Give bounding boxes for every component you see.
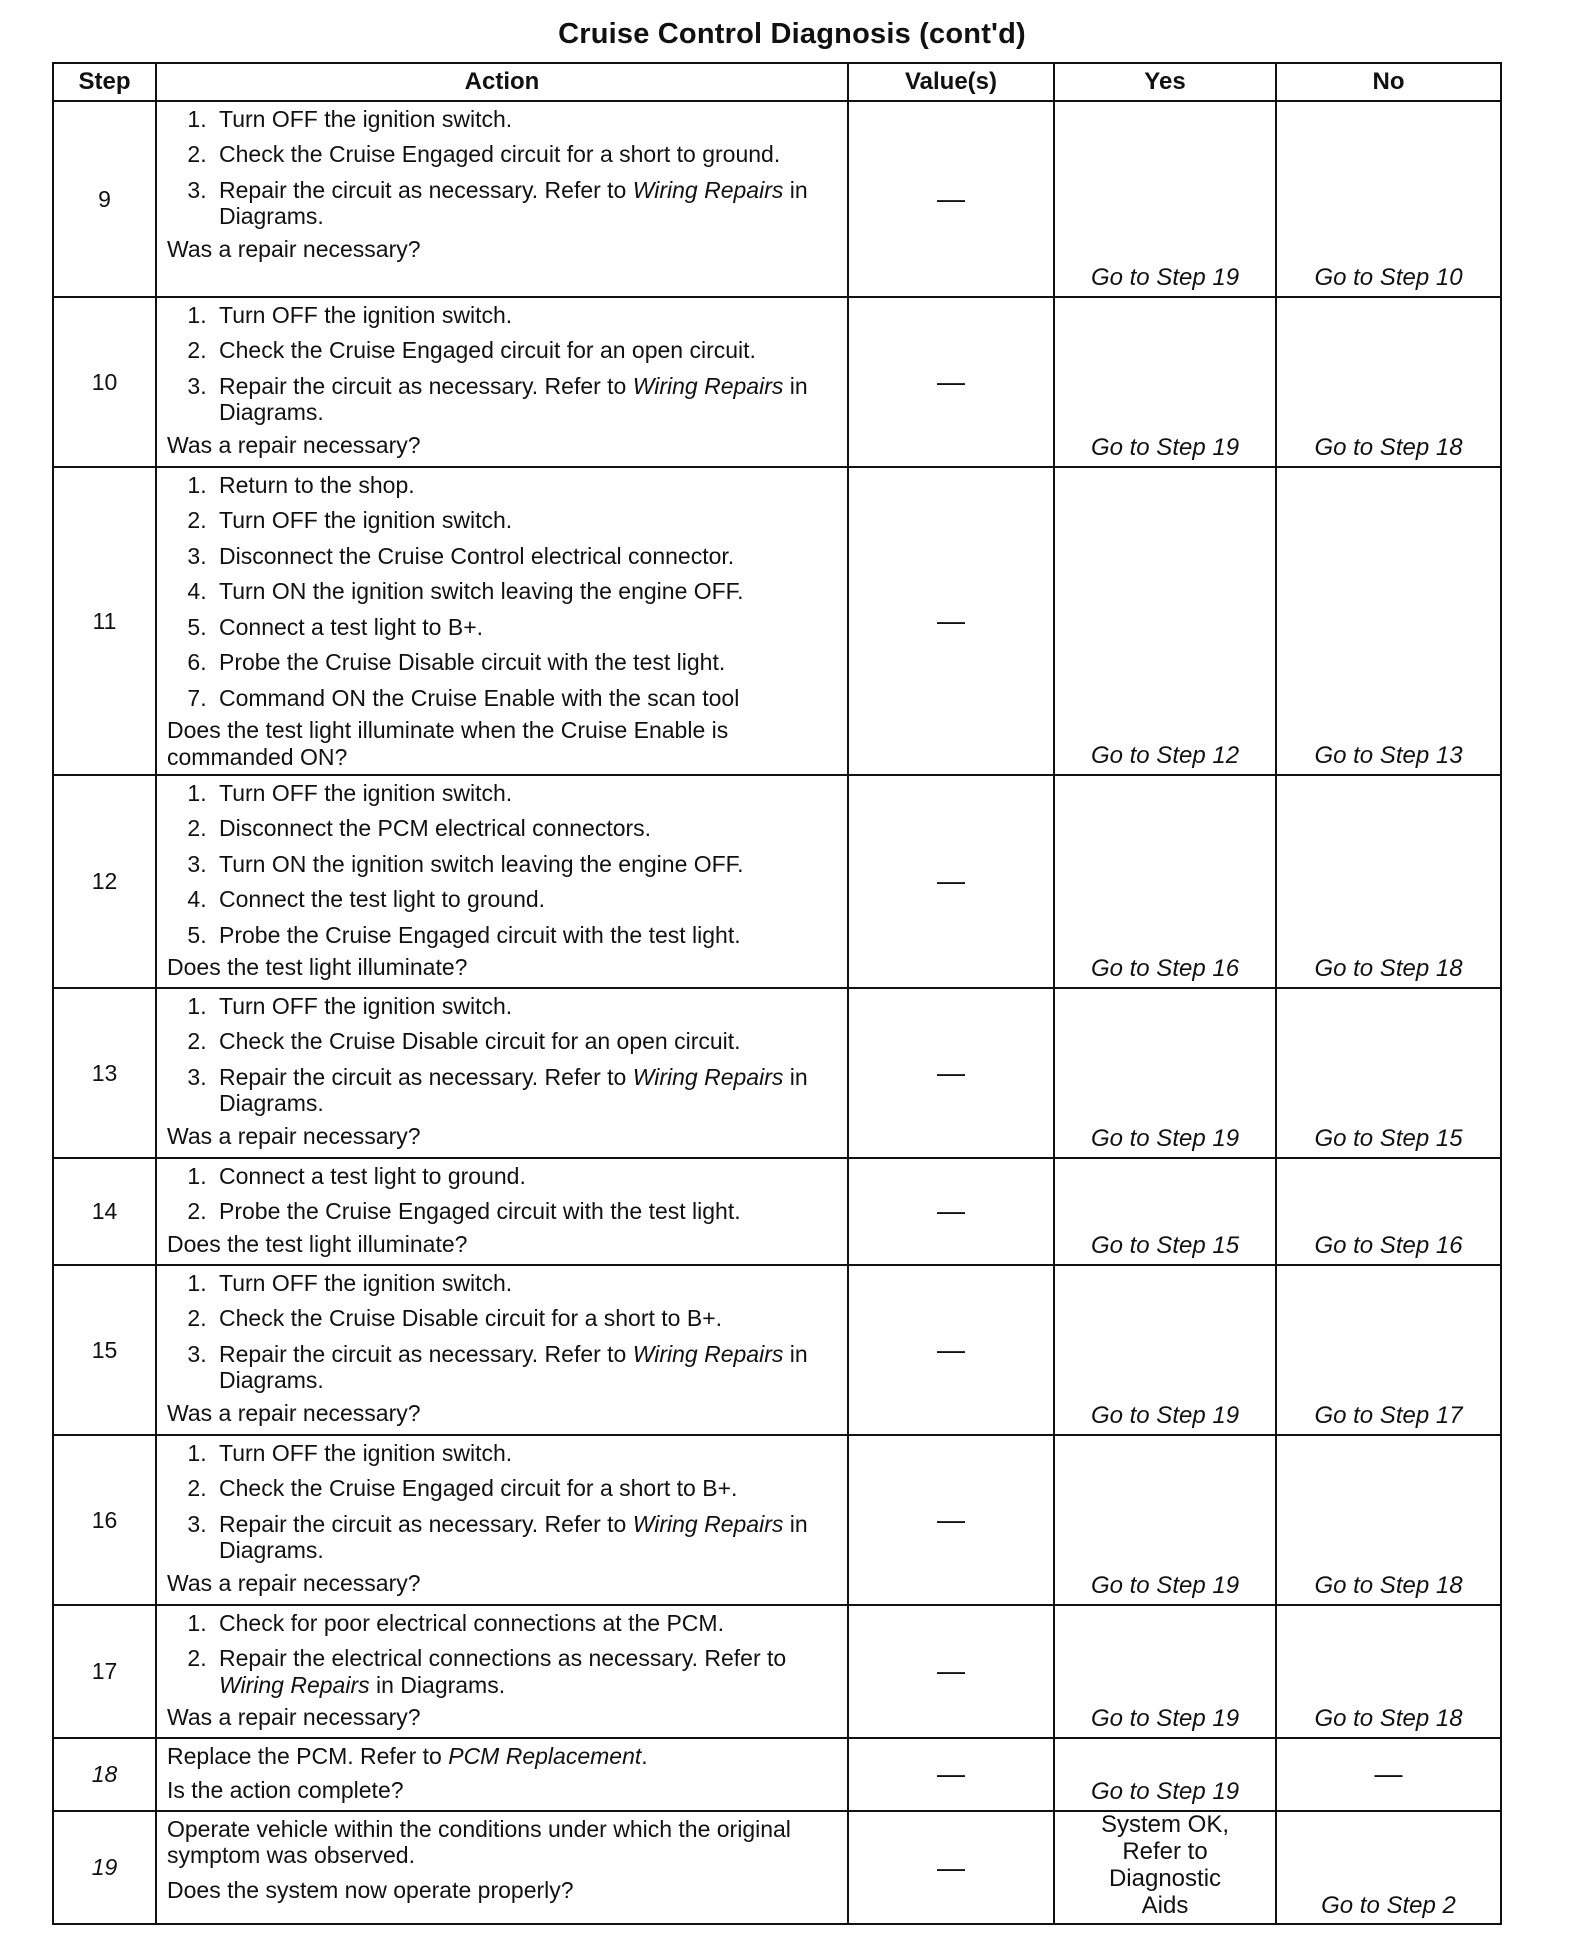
- step-number: 12: [53, 775, 156, 988]
- header-values: Value(s): [848, 63, 1054, 101]
- no-cell: —: [1276, 1738, 1501, 1811]
- no-cell: Go to Step 16: [1276, 1158, 1501, 1265]
- action-steps-list: [167, 302, 839, 426]
- yes-cell: Go to Step 19: [1054, 1265, 1276, 1435]
- action-step: 3. Repair the circuit as necessary. Refer to Wiring Repairs in Diagrams.: [213, 1341, 839, 1394]
- action-cell: [156, 1158, 848, 1265]
- yes-cell: Go to Step 19: [1054, 297, 1276, 467]
- action-step: 1. Check for poor electrical connections at the PCM.: [213, 1610, 839, 1636]
- action-step: 1. Turn OFF the ignition switch.: [213, 993, 839, 1019]
- header-step: Step: [53, 63, 156, 101]
- action-step: 2. Check the Cruise Engaged circuit for a short to B+.: [213, 1475, 839, 1501]
- table-row: [53, 1605, 1501, 1738]
- value-cell: —: [848, 775, 1054, 988]
- action-step: 3. Turn ON the ignition switch leaving the engine OFF.: [213, 851, 839, 877]
- action-step: 2. Disconnect the PCM electrical connectors.: [213, 815, 839, 841]
- action-question: Was a repair necessary?: [167, 431, 421, 458]
- header-no: No: [1276, 63, 1501, 101]
- action-cell: [156, 1435, 848, 1605]
- table-row: [53, 1811, 1501, 1925]
- action-step: 4. Connect the test light to ground.: [213, 886, 839, 912]
- header-action: Action: [156, 63, 848, 101]
- action-question: Does the test light illuminate?: [167, 1230, 468, 1257]
- no-cell: Go to Step 18: [1276, 297, 1501, 467]
- yes-cell: Go to Step 19: [1054, 988, 1276, 1158]
- action-step: 3. Repair the circuit as necessary. Refer to Wiring Repairs in Diagrams.: [213, 1064, 839, 1117]
- action-step: 7. Command ON the Cruise Enable with the scan tool: [213, 685, 839, 711]
- no-cell: Go to Step 13: [1276, 467, 1501, 775]
- yes-cell: Go to Step 19: [1054, 1435, 1276, 1605]
- action-cell: [156, 467, 848, 775]
- table-row: [53, 1158, 1501, 1265]
- diagnosis-table: [52, 62, 1502, 1925]
- action-step: 5. Probe the Cruise Engaged circuit with the test light.: [213, 922, 839, 948]
- action-step: 1. Turn OFF the ignition switch.: [213, 780, 839, 806]
- value-cell: —: [848, 1158, 1054, 1265]
- yes-cell: Go to Step 19: [1054, 101, 1276, 297]
- header-yes: Yes: [1054, 63, 1276, 101]
- action-step: 3. Repair the circuit as necessary. Refer to Wiring Repairs in Diagrams.: [213, 177, 839, 230]
- action-step: 2. Check the Cruise Disable circuit for a short to B+.: [213, 1305, 839, 1331]
- value-cell: —: [848, 1435, 1054, 1605]
- action-steps-list: [167, 1610, 839, 1698]
- action-steps-list: [167, 993, 839, 1117]
- action-question: Does the test light illuminate when the Cruise Enable is commanded ON?: [167, 717, 729, 770]
- action-step: 4. Turn ON the ignition switch leaving the engine OFF.: [213, 578, 839, 604]
- action-cell: [156, 1605, 848, 1738]
- no-cell: Go to Step 15: [1276, 988, 1501, 1158]
- action-question: Was a repair necessary?: [167, 1704, 421, 1731]
- action-step: 3. Disconnect the Cruise Control electrical connector.: [213, 543, 839, 569]
- no-cell: Go to Step 18: [1276, 775, 1501, 988]
- action-cell: [156, 775, 848, 988]
- action-steps-list: [167, 1163, 839, 1225]
- step-number: 13: [53, 988, 156, 1158]
- action-step: 1. Turn OFF the ignition switch.: [213, 1270, 839, 1296]
- action-cell: [156, 101, 848, 297]
- no-cell: Go to Step 2: [1276, 1811, 1501, 1925]
- action-question: Was a repair necessary?: [167, 1399, 421, 1426]
- value-cell: —: [848, 297, 1054, 467]
- value-cell: —: [848, 1811, 1054, 1925]
- action-steps-list: [167, 1440, 839, 1564]
- action-step: 6. Probe the Cruise Disable circuit with the test light.: [213, 649, 839, 675]
- action-question: Does the system now operate properly?: [167, 1876, 574, 1903]
- action-question: Is the action complete?: [167, 1777, 404, 1804]
- action-steps-list: [167, 780, 839, 948]
- value-cell: —: [848, 467, 1054, 775]
- action-step: 1. Turn OFF the ignition switch.: [213, 106, 839, 132]
- yes-cell: System OK, Refer to Diagnostic Aids: [1054, 1811, 1276, 1925]
- yes-cell: Go to Step 19: [1054, 1738, 1276, 1811]
- action-step: 2. Check the Cruise Engaged circuit for an open circuit.: [213, 337, 839, 363]
- step-number: 18: [53, 1738, 156, 1811]
- value-cell: —: [848, 101, 1054, 297]
- action-step: 2. Check the Cruise Disable circuit for an open circuit.: [213, 1028, 839, 1054]
- table-row: [53, 988, 1501, 1158]
- action-steps-list: [167, 472, 839, 711]
- table-row: [53, 775, 1501, 988]
- table-row: [53, 101, 1501, 297]
- value-cell: —: [848, 1605, 1054, 1738]
- header-row: [53, 63, 1501, 101]
- no-cell: Go to Step 17: [1276, 1265, 1501, 1435]
- action-question: Was a repair necessary?: [167, 235, 421, 262]
- action-step: 2. Repair the electrical connections as necessary. Refer to Wiring Repairs in Diagrams.: [213, 1645, 839, 1698]
- step-number: 14: [53, 1158, 156, 1265]
- step-number: 9: [53, 101, 156, 297]
- action-step: 2. Turn OFF the ignition switch.: [213, 507, 839, 533]
- table-row: [53, 467, 1501, 775]
- step-number: 17: [53, 1605, 156, 1738]
- no-cell: Go to Step 18: [1276, 1435, 1501, 1605]
- no-cell: Go to Step 18: [1276, 1605, 1501, 1738]
- action-step: 2. Probe the Cruise Engaged circuit with the test light.: [213, 1198, 839, 1224]
- action-question: Does the test light illuminate?: [167, 954, 468, 981]
- table-row: [53, 1435, 1501, 1605]
- action-step: 1. Return to the shop.: [213, 472, 839, 498]
- action-cell: [156, 1738, 848, 1811]
- yes-cell: Go to Step 15: [1054, 1158, 1276, 1265]
- value-cell: —: [848, 1738, 1054, 1811]
- page-title: Cruise Control Diagnosis (cont'd): [558, 18, 1026, 50]
- action-cell: [156, 1811, 848, 1925]
- action-cell: [156, 1265, 848, 1435]
- action-question: Was a repair necessary?: [167, 1122, 421, 1149]
- yes-cell: Go to Step 19: [1054, 1605, 1276, 1738]
- step-number: 11: [53, 467, 156, 775]
- yes-cell: Go to Step 12: [1054, 467, 1276, 775]
- yes-cell: Go to Step 16: [1054, 775, 1276, 988]
- action-step: 3. Repair the circuit as necessary. Refer to Wiring Repairs in Diagrams.: [213, 373, 839, 426]
- no-cell: Go to Step 10: [1276, 101, 1501, 297]
- table-row: [53, 297, 1501, 467]
- step-number: 10: [53, 297, 156, 467]
- step-number: 16: [53, 1435, 156, 1605]
- action-steps-list: [167, 106, 839, 230]
- action-step: 1. Connect a test light to ground.: [213, 1163, 839, 1189]
- action-step: 2. Check the Cruise Engaged circuit for a short to ground.: [213, 141, 839, 167]
- action-line: Operate vehicle within the conditions under which the original symptom was observed.: [167, 1815, 791, 1869]
- action-step: 3. Repair the circuit as necessary. Refer to Wiring Repairs in Diagrams.: [213, 1511, 839, 1564]
- action-steps-list: [167, 1270, 839, 1394]
- action-step: 1. Turn OFF the ignition switch.: [213, 302, 839, 328]
- action-step: 5. Connect a test light to B+.: [213, 614, 839, 640]
- table-row: [53, 1738, 1501, 1811]
- action-cell: [156, 297, 848, 467]
- table-body: [53, 101, 1501, 1924]
- action-step: 1. Turn OFF the ignition switch.: [213, 1440, 839, 1466]
- step-number: 19: [53, 1811, 156, 1925]
- table-row: [53, 1265, 1501, 1435]
- value-cell: —: [848, 1265, 1054, 1435]
- action-question: Was a repair necessary?: [167, 1569, 421, 1596]
- step-number: 15: [53, 1265, 156, 1435]
- action-cell: [156, 988, 848, 1158]
- value-cell: —: [848, 988, 1054, 1158]
- action-line: Replace the PCM. Refer to PCM Replacement.: [167, 1742, 648, 1769]
